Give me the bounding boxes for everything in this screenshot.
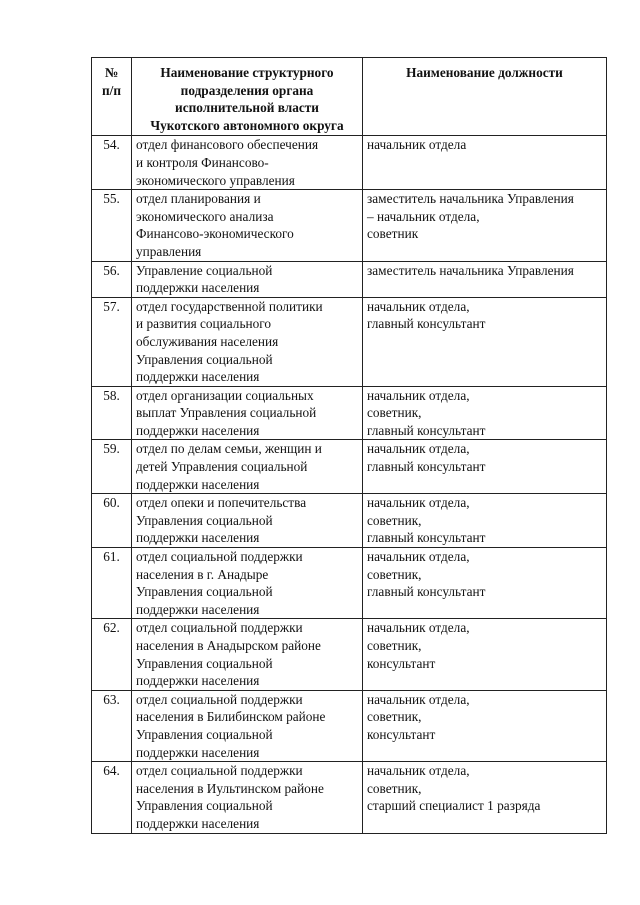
department-cell — [132, 261, 363, 297]
department-line: Управления социальной — [136, 726, 273, 742]
department-line: Управление социальной — [136, 262, 273, 278]
department-cell — [132, 440, 363, 494]
position-line: начальник отдела, — [367, 441, 470, 457]
department-cell — [132, 548, 363, 619]
department-line: поддержки населения — [136, 476, 260, 492]
department-line: населения в Билибинском районе — [136, 709, 326, 725]
department-line: отдел организации социальных — [136, 387, 314, 403]
position-cell — [363, 762, 607, 833]
department-line: и развития социального — [136, 316, 272, 332]
department-cell — [132, 190, 363, 261]
position-cell — [363, 136, 607, 190]
position-cell — [363, 440, 607, 494]
row-number: 59. — [92, 440, 132, 494]
position-line: советник — [367, 226, 419, 242]
department-line: отдел социальной поддержки — [136, 763, 303, 779]
position-line: главный консультант — [367, 316, 486, 332]
position-cell — [363, 548, 607, 619]
department-line: выплат Управления социальной — [136, 405, 317, 421]
department-line: отдел планирования и — [136, 191, 261, 207]
position-line: старший специалист 1 разряда — [367, 798, 541, 814]
row-number: 60. — [92, 494, 132, 548]
table-row — [92, 440, 607, 494]
department-line: поддержки населения — [136, 530, 260, 546]
position-line: – начальник отдела, — [367, 208, 480, 224]
department-line: детей Управления социальной — [136, 459, 308, 475]
department-cell — [132, 762, 363, 833]
department-line: поддержки населения — [136, 601, 260, 617]
table-row — [92, 386, 607, 440]
department-line: отдел государственной политики — [136, 298, 323, 314]
department-line: поддержки населения — [136, 422, 260, 438]
department-line: Управления социальной — [136, 655, 273, 671]
position-cell — [363, 386, 607, 440]
department-line: отдел опеки и попечительства — [136, 495, 307, 511]
header-department-line: исполнительной власти — [175, 100, 319, 116]
department-line: отдел по делам семьи, женщин и — [136, 441, 322, 457]
row-number: 63. — [92, 690, 132, 761]
department-line: отдел социальной поддержки — [136, 620, 303, 636]
department-line: Управления социальной — [136, 584, 273, 600]
table-row — [92, 762, 607, 833]
header-department — [132, 58, 363, 136]
position-line: начальник отдела, — [367, 495, 470, 511]
position-line: главный консультант — [367, 584, 486, 600]
department-line: Управления социальной — [136, 351, 273, 367]
table-row — [92, 190, 607, 261]
position-line: советник, — [367, 780, 422, 796]
position-line: начальник отдела, — [367, 298, 470, 314]
department-cell — [132, 494, 363, 548]
department-line: отдел финансового обеспечения — [136, 137, 319, 153]
header-department-line: Наименование структурного — [160, 65, 334, 80]
position-line: консультант — [367, 655, 436, 671]
department-line: управления — [136, 243, 202, 259]
position-line: советник, — [367, 512, 422, 528]
department-line: населения в Иультинском районе — [136, 780, 324, 796]
table-row — [92, 136, 607, 190]
department-line: поддержки населения — [136, 369, 260, 385]
department-line: Управления социальной — [136, 798, 273, 814]
position-line: советник, — [367, 405, 422, 421]
row-number: 55. — [92, 190, 132, 261]
department-cell — [132, 297, 363, 386]
row-number: 64. — [92, 762, 132, 833]
header-department-line: подразделения органа — [180, 82, 314, 98]
department-line: обслуживания населения — [136, 333, 279, 349]
department-cell — [132, 690, 363, 761]
header-department-line: Чукотского автономного округа — [150, 117, 344, 133]
position-line: советник, — [367, 566, 422, 582]
position-line: консультант — [367, 726, 436, 742]
positions-table — [91, 57, 607, 834]
table-row — [92, 548, 607, 619]
position-line: начальник отдела, — [367, 691, 470, 707]
position-line: заместитель начальника Управления — [367, 191, 574, 207]
row-number: 57. — [92, 297, 132, 386]
department-line: Финансово-экономического — [136, 226, 294, 242]
position-line: заместитель начальника Управления — [367, 262, 574, 278]
position-cell — [363, 494, 607, 548]
position-cell — [363, 261, 607, 297]
department-line: отдел социальной поддержки — [136, 691, 303, 707]
position-line: начальник отдела, — [367, 763, 470, 779]
table-header-row — [92, 58, 607, 136]
department-line: Управления социальной — [136, 512, 273, 528]
position-line: начальник отдела — [367, 137, 467, 153]
department-line: поддержки населения — [136, 744, 260, 760]
position-cell — [363, 619, 607, 690]
table-row — [92, 690, 607, 761]
position-line: советник, — [367, 638, 422, 653]
position-line: главный консультант — [367, 530, 486, 546]
table-body — [92, 136, 607, 833]
department-line: и контроля Финансово- — [136, 154, 269, 170]
position-line: советник, — [367, 709, 422, 725]
department-cell — [132, 619, 363, 690]
position-cell — [363, 297, 607, 386]
table-row — [92, 494, 607, 548]
row-number: 54. — [92, 136, 132, 190]
department-line: населения в г. Анадыре — [136, 566, 269, 582]
department-line: отдел социальной поддержки — [136, 549, 303, 565]
position-line: начальник отдела, — [367, 549, 470, 565]
department-line: населения в Анадырском районе — [136, 638, 321, 653]
department-cell — [132, 386, 363, 440]
table-row — [92, 297, 607, 386]
header-position — [363, 58, 607, 136]
department-line: экономического управления — [136, 172, 295, 188]
position-cell — [363, 190, 607, 261]
department-line: поддержки населения — [136, 673, 260, 689]
department-line: поддержки населения — [136, 280, 260, 296]
position-cell — [363, 690, 607, 761]
position-line: начальник отдела, — [367, 620, 470, 636]
table-row — [92, 261, 607, 297]
row-number: 56. — [92, 261, 132, 297]
department-line: поддержки населения — [136, 815, 260, 831]
department-line: экономического анализа — [136, 208, 274, 224]
position-line: начальник отдела, — [367, 387, 470, 403]
table-row — [92, 619, 607, 690]
department-cell — [132, 136, 363, 190]
header-number — [92, 58, 132, 136]
header-number-line: п/п — [101, 82, 122, 98]
header-position-line: Наименование должности — [406, 65, 563, 80]
row-number: 62. — [92, 619, 132, 690]
position-line: главный консультант — [367, 459, 486, 475]
row-number: 61. — [92, 548, 132, 619]
position-line: главный консультант — [367, 422, 486, 438]
row-number: 58. — [92, 386, 132, 440]
header-number-line: № — [104, 65, 119, 80]
